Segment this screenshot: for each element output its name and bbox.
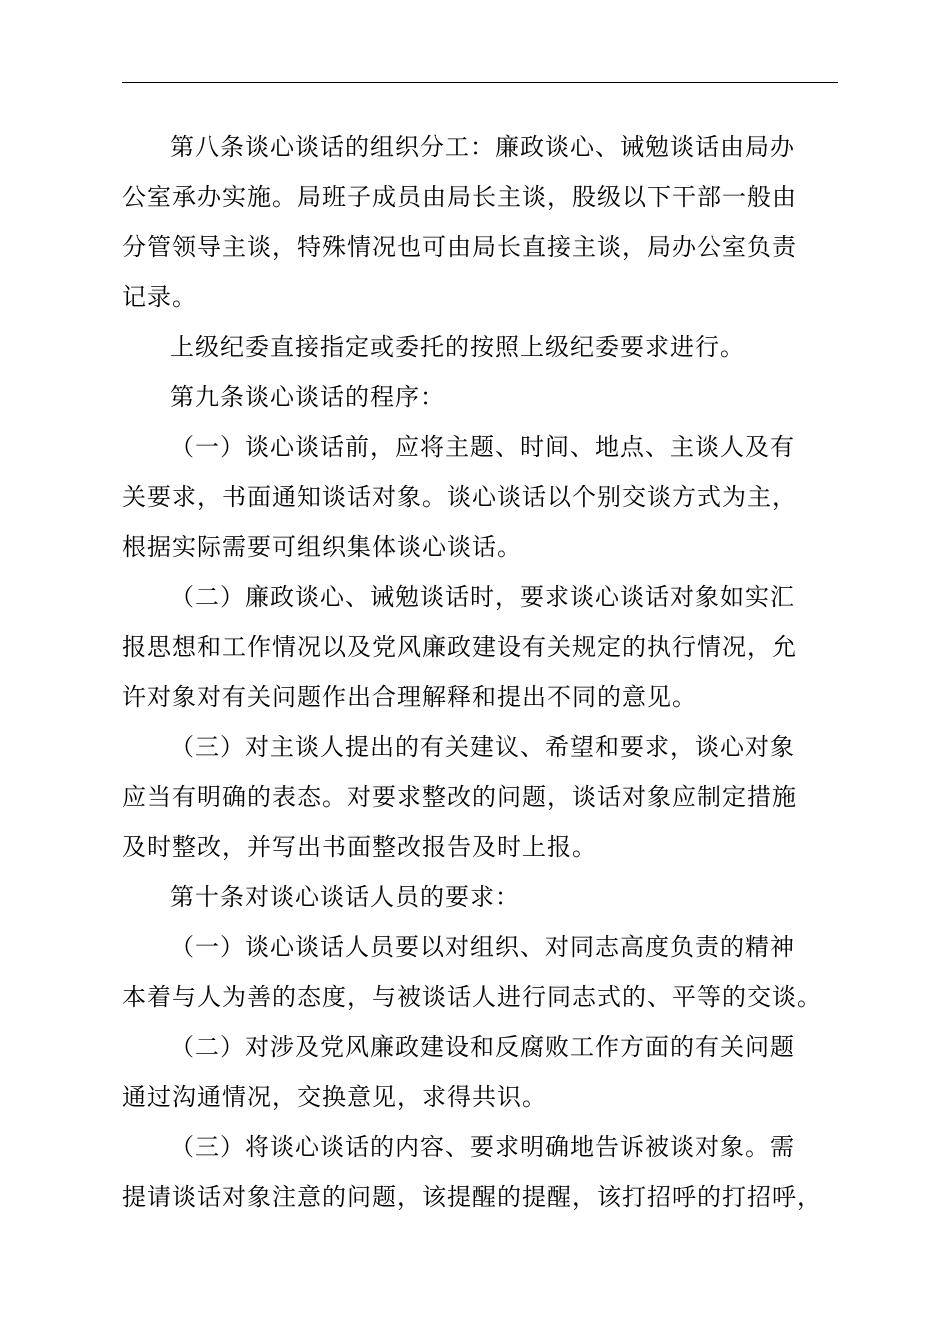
text-line: （三）对主谈人提出的有关建议、希望和要求，谈心对象	[170, 733, 795, 761]
text-line: （二）对涉及党风廉政建设和反腐败工作方面的有关问题	[170, 1033, 795, 1061]
paragraph-procedure-1	[122, 422, 838, 572]
text-line: 记录。	[122, 283, 197, 311]
text-line: 公室承办实施。局班子成员由局长主谈，股级以下干部一般由	[122, 183, 797, 211]
paragraph-article-9-title	[122, 372, 838, 422]
text-line: 应当有明确的表态。对要求整改的问题，谈话对象应制定措施	[122, 783, 797, 811]
document-body	[122, 122, 838, 1222]
text-line: 通过沟通情况，交换意见，求得共识。	[122, 1083, 547, 1111]
text-line: 上级纪委直接指定或委托的按照上级纪委要求进行。	[170, 333, 745, 361]
paragraph-article-8	[122, 122, 838, 322]
header-rule	[122, 82, 838, 83]
text-line: （三）将谈心谈话的内容、要求明确地告诉被谈对象。需	[170, 1133, 795, 1161]
text-line: （一）谈心谈话前，应将主题、时间、地点、主谈人及有	[170, 433, 795, 461]
text-line: （二）廉政谈心、诫勉谈话时，要求谈心谈话对象如实汇	[170, 583, 795, 611]
paragraph-requirement-3	[122, 1122, 838, 1222]
text-line: 许对象对有关问题作出合理解释和提出不同的意见。	[122, 683, 697, 711]
text-line: 第十条对谈心谈话人员的要求：	[170, 883, 520, 911]
paragraph-procedure-3	[122, 722, 838, 872]
paragraph-article-10-title	[122, 872, 838, 922]
text-line: 第八条谈心谈话的组织分工：廉政谈心、诫勉谈话由局办	[170, 133, 795, 161]
text-line: （一）谈心谈话人员要以对组织、对同志高度负责的精神	[170, 933, 795, 961]
paragraph-requirement-2	[122, 1022, 838, 1122]
paragraph-superior-commission	[122, 322, 838, 372]
text-line: 第九条谈心谈话的程序：	[170, 383, 445, 411]
text-line: 根据实际需要可组织集体谈心谈话。	[122, 533, 522, 561]
text-line: 报思想和工作情况以及党风廉政建设有关规定的执行情况，允	[122, 633, 797, 661]
paragraph-procedure-2	[122, 572, 838, 722]
text-line: 提请谈话对象注意的问题，该提醒的提醒，该打招呼的打招呼，	[122, 1183, 822, 1211]
text-line: 本着与人为善的态度，与被谈话人进行同志式的、平等的交谈。	[122, 983, 822, 1011]
text-line: 分管领导主谈，特殊情况也可由局长直接主谈，局办公室负责	[122, 233, 797, 261]
paragraph-requirement-1	[122, 922, 838, 1022]
text-line: 关要求，书面通知谈话对象。谈心谈话以个别交谈方式为主，	[122, 483, 797, 511]
text-line: 及时整改，并写出书面整改报告及时上报。	[122, 833, 597, 861]
